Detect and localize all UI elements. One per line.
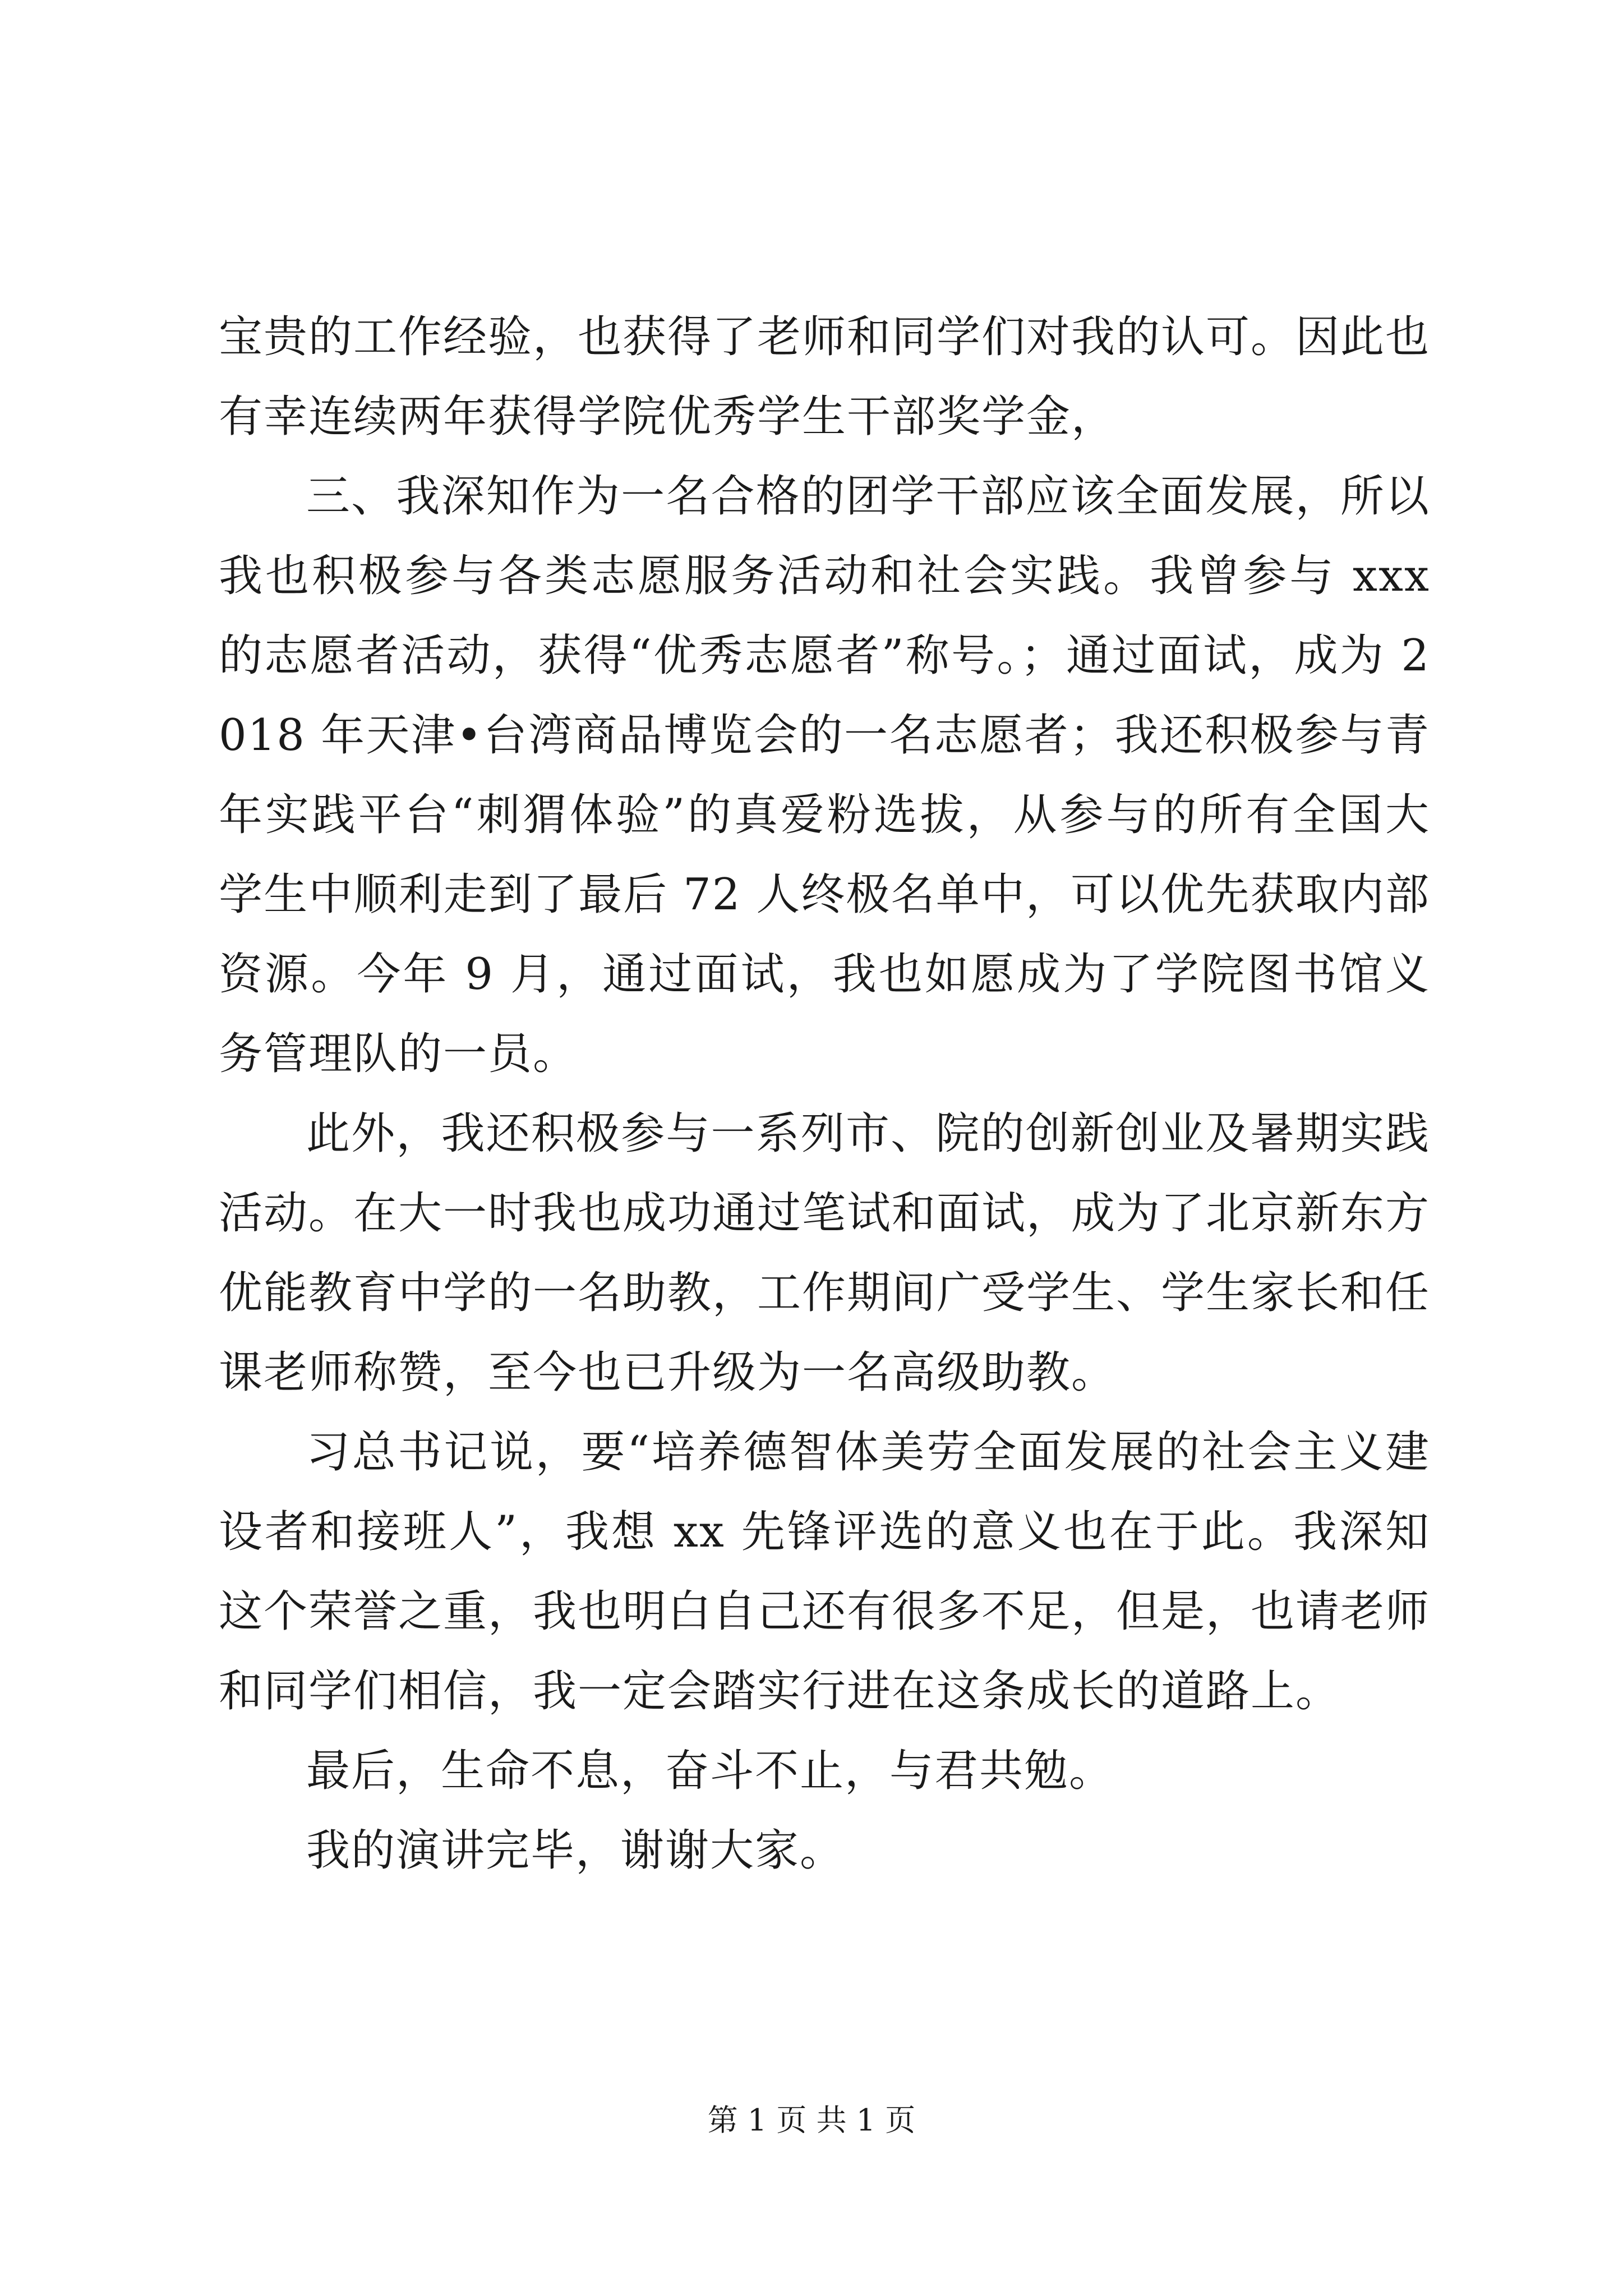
paragraph-quote: 习总书记说，要“培养德智体美劳全面发展的社会主义建设者和接班人”，我想 xx 先锋评选的意义也在于此。我深知这个荣誉之重，我也明白自己还有很多不足，但是，也请老师和同学们相信，我一定会踏实行进在这条成长的道路上。 bbox=[219, 1427, 1431, 1717]
page-number-footer: 第 1 页 共 1 页 bbox=[707, 2102, 916, 2138]
paragraph-closing-motto: 最后，生命不息，奋斗不止，与君共勉。 bbox=[306, 1746, 1114, 1796]
paragraph-innovation-practice: 此外，我还积极参与一系列市、院的创新创业及暑期实践活动。在大一时我也成功通过笔试和面试，成为了北京新东方优能教育中学的一名助教，工作期间广受学生、学生家长和任课老师称赞，至今也已升级为一名高级助教。 bbox=[219, 1108, 1431, 1398]
document-body bbox=[219, 297, 1430, 1890]
paragraph-thanks: 我的演讲完毕，谢谢大家。 bbox=[306, 1825, 845, 1876]
paragraph-continuation: 宝贵的工作经验，也获得了老师和同学们对我的认可。因此也有幸连续两年获得学院优秀学生干部奖学金， bbox=[219, 312, 1431, 442]
paragraph-volunteer-activities: 三、我深知作为一名合格的团学干部应该全面发展，所以我也积极参与各类志愿服务活动和社会实践。我曾参与 xxx 的志愿者活动，获得“优秀志愿者”称号。；通过面试，成为 2018 年天津•台湾商品博览会的一名志愿者；我还积极参与青年实践平台“刺猬体验”的真爱粉选拔，从参与的所有全国大学生中顺利走到了最后 72 人终极名单中，可以优先获取内部资源。今年 9 月，通过面试，我也如愿成为了学院图书馆义务管理队的一员。 bbox=[219, 471, 1430, 1079]
